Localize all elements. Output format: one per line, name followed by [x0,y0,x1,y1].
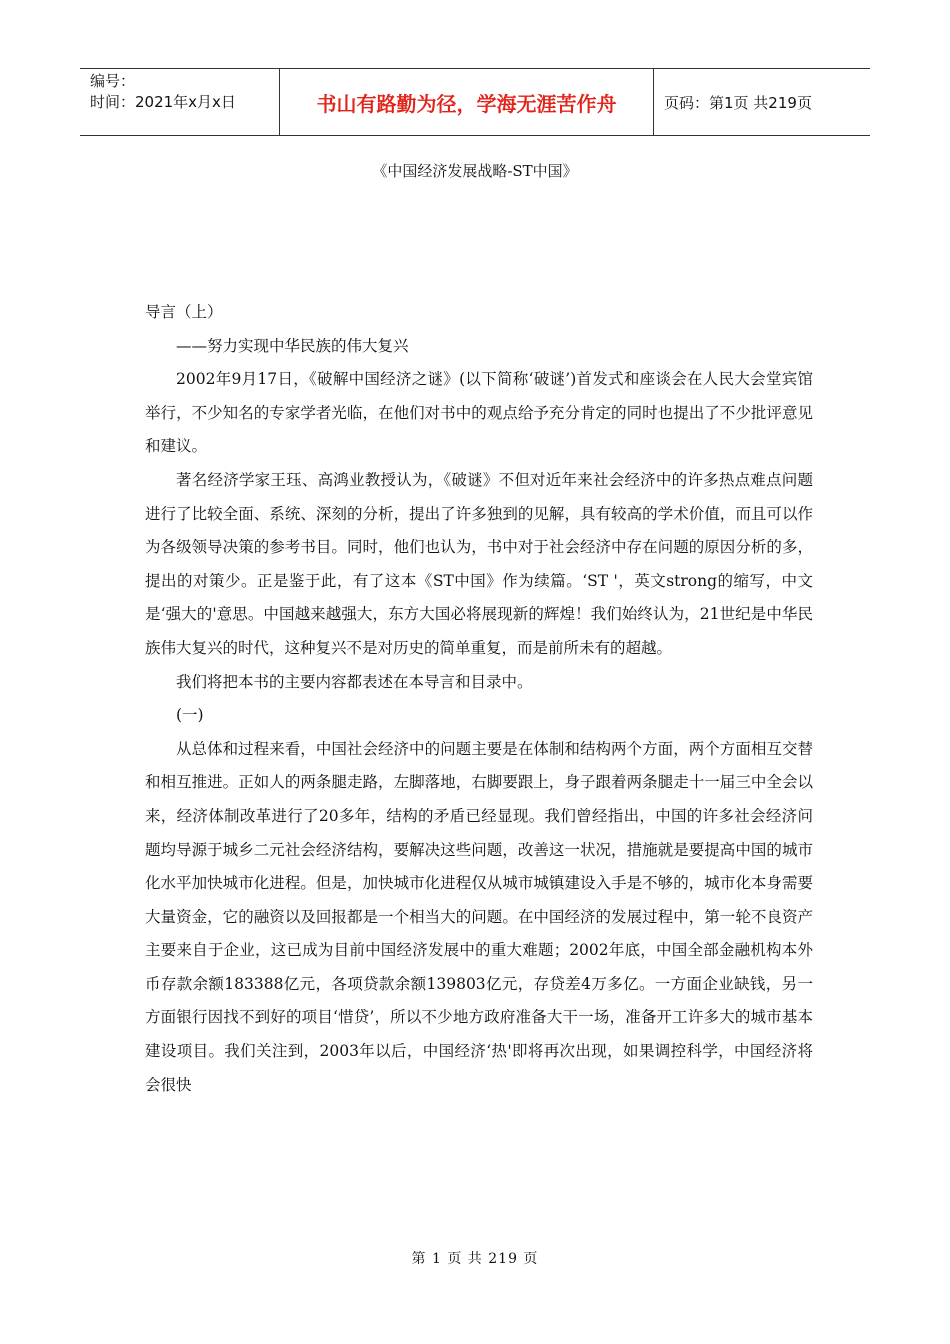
header-page-info: 页码：第1页 共219页 [664,93,812,112]
page-footer: 第 1 页 共 219 页 [411,1251,539,1267]
document-title: 《中国经济发展战略-ST中国》 [372,162,578,180]
document-date: 时间：2021年x月x日 [90,93,236,111]
header-motto: 书山有路勤为径，学海无涯苦作舟 [280,69,654,135]
subsection-marker: (一) [176,706,204,725]
body-paragraph: 2002年9月17日，《破解中国经济之谜》(以下简称‘破谜’)首发式和座谈会在人民大会堂宾馆举行，不少知名的专家学者光临，在他们对书中的观点给予充分肯定的同时也提出了不少批评意见和建议。 [145,370,813,456]
body-paragraph: 从总体和过程来看，中国社会经济中的问题主要是在体制和结构两个方面，两个方面相互交替和相互推进。正如人的两条腿走路，左脚落地，右脚要跟上，身子跟着两条腿走十一届三中全会以来，经济体制改革进行了20多年，结构的矛盾已经显现。我们曾经指出，中国的许多社会经济问题均导源于城乡二元社会经济结构，要解决这些问题，改善这一状况，措施就是要提高中国的城市化水平加快城市化进程。但是，加快城市化进程仅从城市城镇建设入手是不够的，城市化本身需要大量资金，它的融资以及回报都是一个相当大的问题。在中国经济的发展过程中，第一轮不良资产主要来自于企业，这已成为目前中国经济发展中的重大难题；2002年底，中国全部金融机构本外币存款余额183388亿元，各项贷款余额139803亿元，存贷差4万多亿。一方面企业缺钱，另一方面银行因找不到好的项目‘惜贷’，所以不少地方政府准备大干一场，准备开工许多大的城市基本建设项目。我们关注到，2003年以后，中国经济‘热'即将再次出现，如果调控科学，中国经济将会很快 [145,739,813,1094]
section-heading: 导言（上） [145,303,223,321]
page-header [80,68,870,136]
section-subtitle: ——努力实现中华民族的伟大复兴 [176,336,409,355]
document-number-label: 编号： [90,72,136,90]
header-meta [80,69,280,135]
body-paragraph: 我们将把本书的主要内容都表述在本导言和目录中。 [176,672,533,691]
body-paragraph: 著名经济学家王珏、高鸿业教授认为，《破谜》不但对近年来社会经济中的许多热点难点问题进行了比较全面、系统、深刻的分析，提出了许多独到的见解，具有较高的学术价值，而且可以作为各级领导决策的参考书目。同时，他们也认为，书中对于社会经济中存在问题的原因分析的多，提出的对策少。正是鉴于此，有了这本《ST中国》作为续篇。‘ST '，英文strong的缩写，中文是‘强大的'意思。中国越来越强大，东方大国必将展现新的辉煌！我们始终认为，21世纪是中华民族伟大复兴的时代，这种复兴不是对历史的简单重复，而是前所未有的超越。 [145,470,813,657]
document-body [145,296,813,1102]
